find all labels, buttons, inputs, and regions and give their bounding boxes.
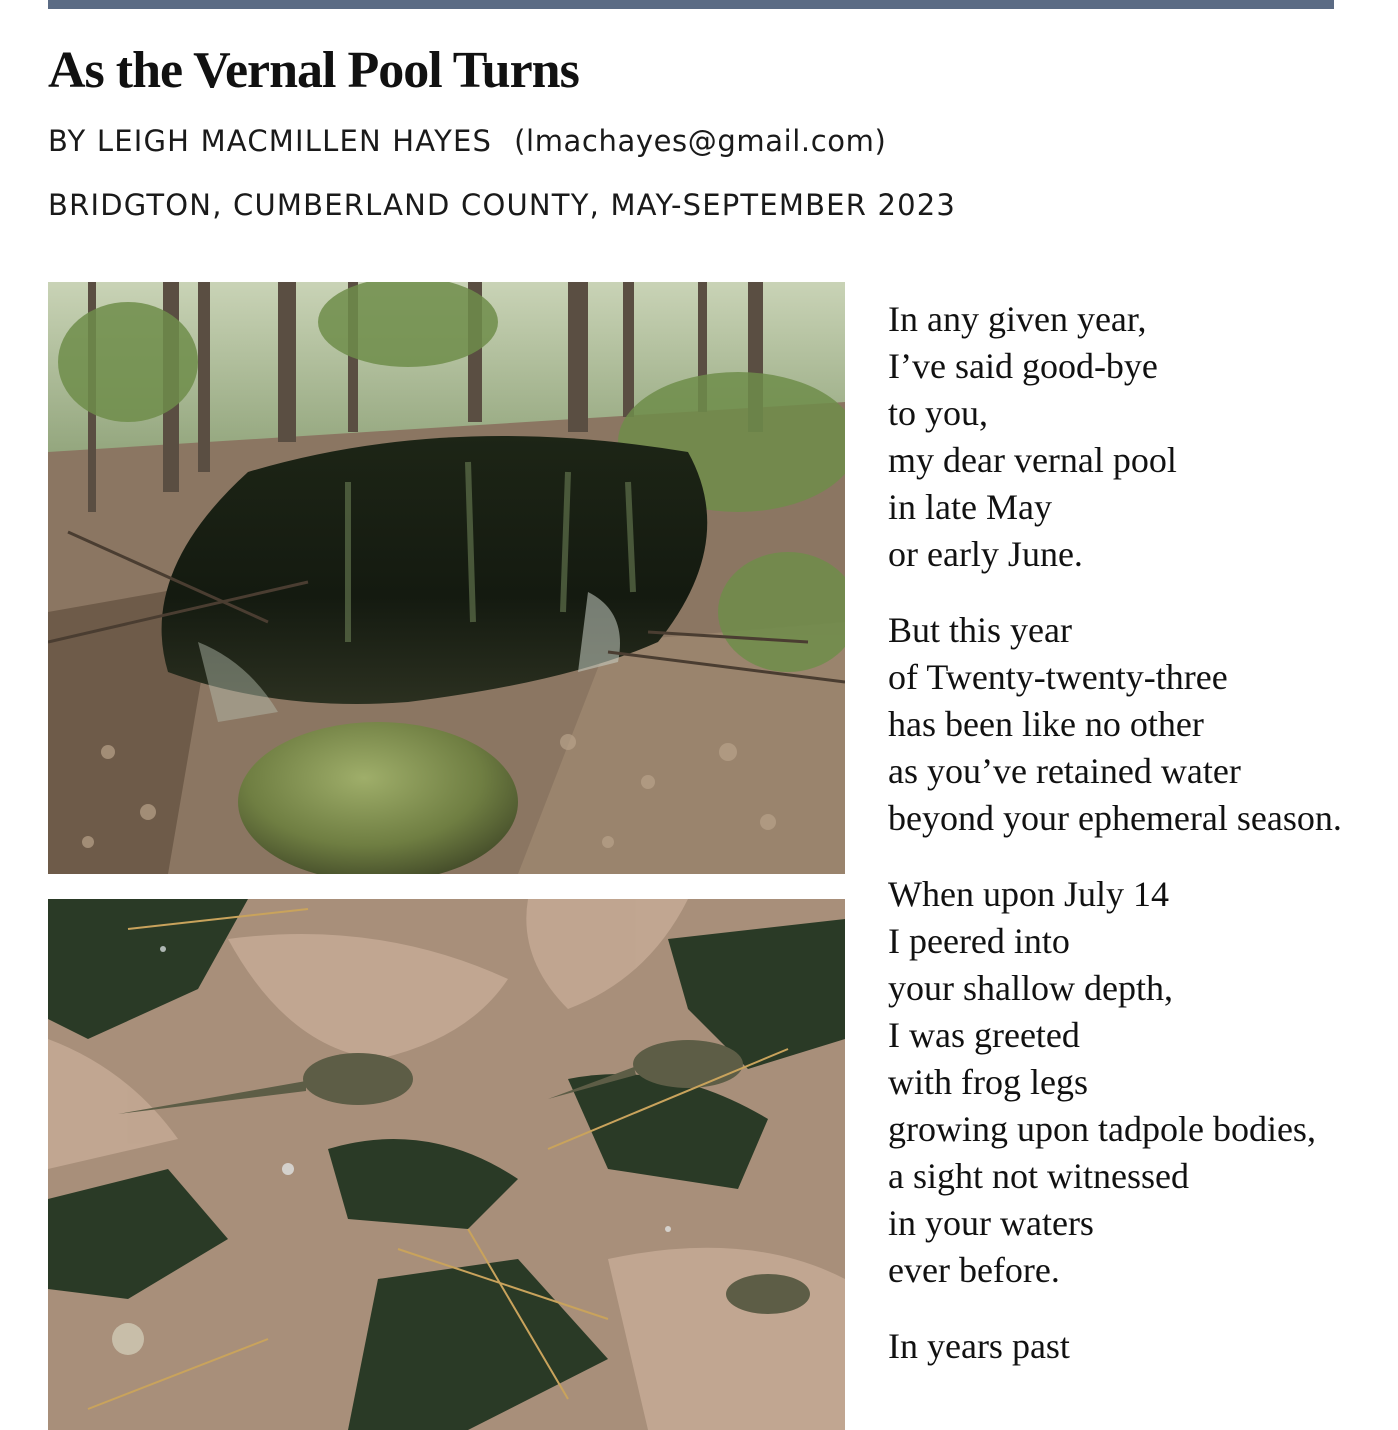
stanza [888, 871, 1388, 1294]
poem-line: ever before. [888, 1250, 1060, 1290]
tadpoles-image [48, 899, 845, 1430]
byline [48, 123, 886, 159]
poem-line: But this year [888, 610, 1072, 650]
stanza [888, 1323, 1388, 1370]
stanza [888, 296, 1388, 578]
poem-line: as you’ve retained water [888, 751, 1241, 791]
poem-line: growing upon tadpole bodies, [888, 1109, 1316, 1149]
stanza [888, 607, 1388, 842]
poem-line: my dear vernal pool [888, 440, 1177, 480]
poem-line: with frog legs [888, 1062, 1088, 1102]
poem-line: your shallow depth, [888, 968, 1173, 1008]
author-email: (lmachayes@gmail.com) [514, 124, 887, 158]
top-rule [48, 0, 1334, 9]
poem-line: of Twenty-twenty-three [888, 657, 1228, 697]
tadpoles-photo [48, 899, 845, 1430]
poem-line: a sight not witnessed [888, 1156, 1189, 1196]
author-name: BY LEIGH MACMILLEN HAYES [48, 124, 493, 158]
vernal-pool-photo [48, 282, 845, 874]
poem-line: in late May [888, 487, 1052, 527]
poem [888, 296, 1388, 1399]
vernal-pool-image [48, 282, 845, 874]
poem-line: When upon July 14 [888, 874, 1169, 914]
poem-line: in your waters [888, 1203, 1094, 1243]
poem-line: I was greeted [888, 1015, 1080, 1055]
poem-line: beyond your ephemeral season. [888, 798, 1342, 838]
poem-line: or early June. [888, 534, 1083, 574]
poem-line: to you, [888, 393, 989, 433]
poem-line: I peered into [888, 921, 1070, 961]
poem-line: In any given year, [888, 299, 1147, 339]
poem-line: has been like no other [888, 704, 1204, 744]
location-date: BRIDGTON, CUMBERLAND COUNTY, MAY-SEPTEMBER 2023 [48, 188, 957, 222]
page-title: As the Vernal Pool Turns [48, 42, 579, 99]
poem-line: In years past [888, 1326, 1070, 1366]
poem-line: I’ve said good-bye [888, 346, 1158, 386]
